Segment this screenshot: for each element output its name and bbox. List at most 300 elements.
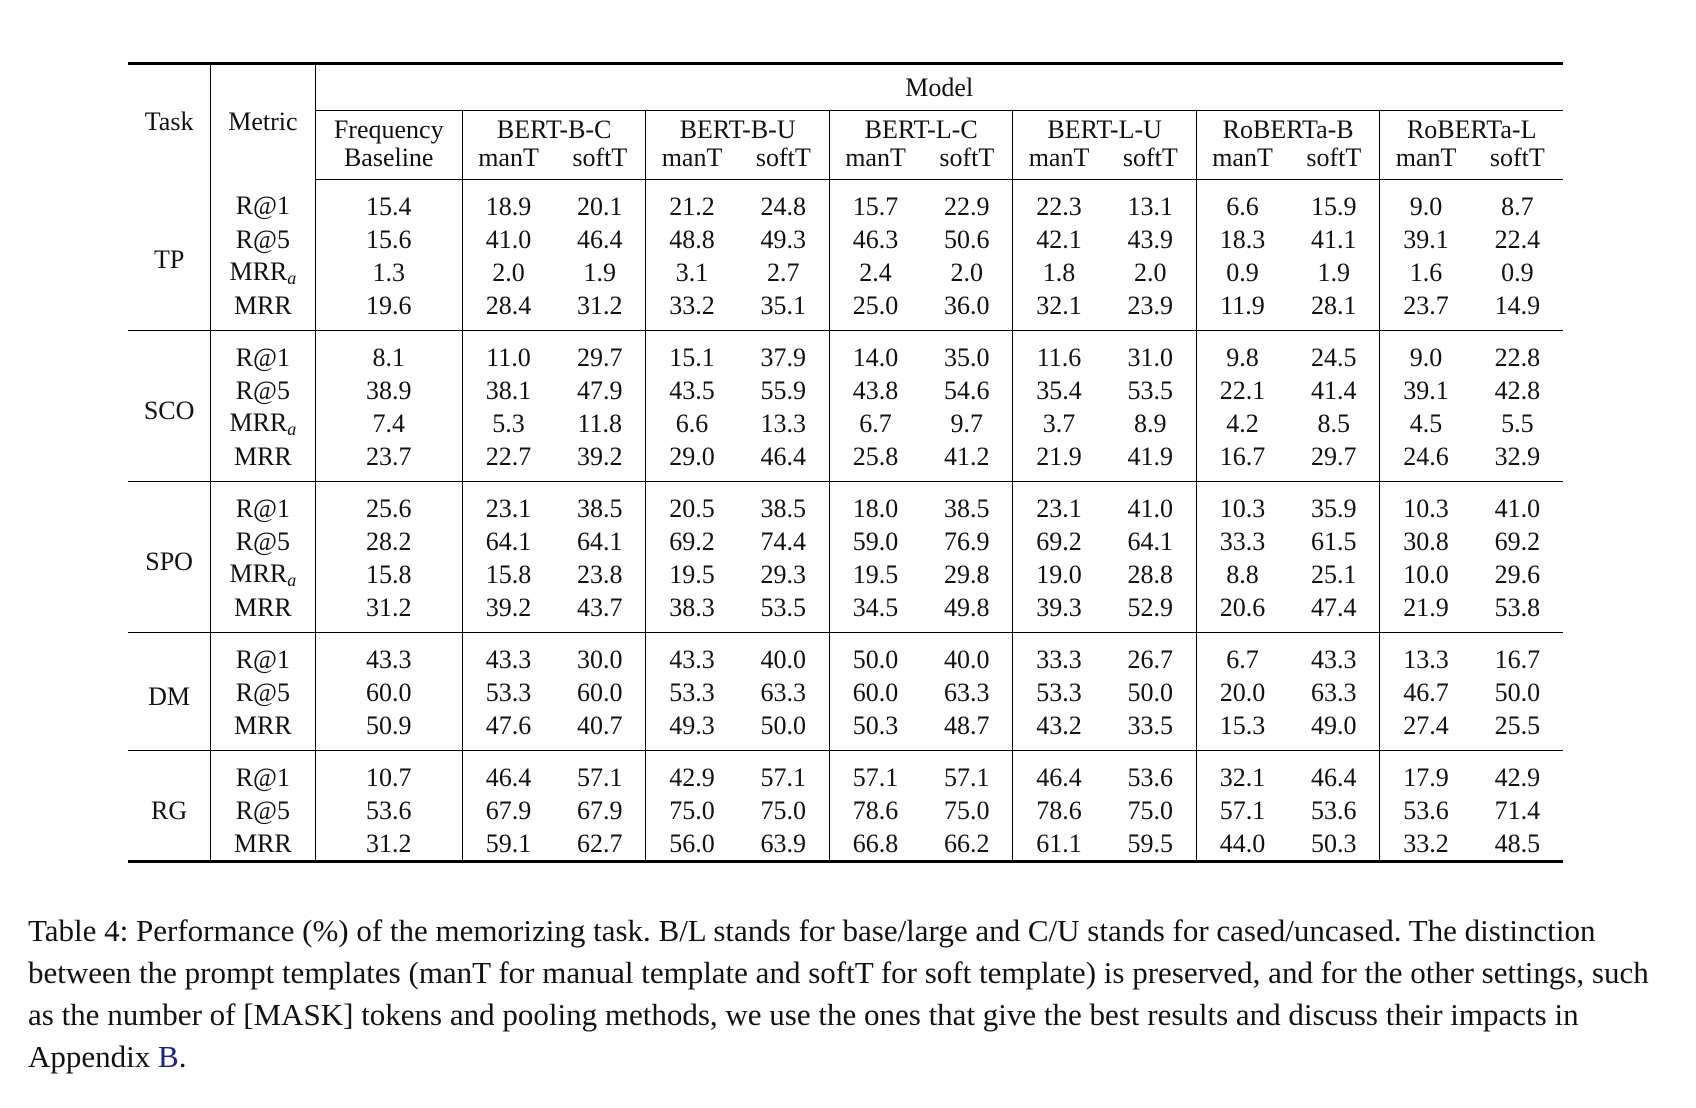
table-cell: 31.2: [315, 591, 462, 633]
table-cell: 2.7: [738, 256, 830, 289]
metric-name: R@1: [235, 191, 290, 221]
table-row: [128, 289, 1563, 331]
table-cell: 8.5: [1288, 407, 1380, 440]
table-cell: 49.0: [1288, 709, 1380, 751]
table-cell: 42.9: [1494, 762, 1541, 792]
metric-name: R@5: [235, 526, 290, 556]
header-model-name: BERT-B-U: [646, 111, 830, 144]
metric-name: MRR: [229, 407, 288, 437]
table-cell: 28.8: [1105, 558, 1197, 591]
table-row: [128, 676, 1563, 709]
table-cell: 8.1: [315, 331, 462, 375]
table-cell: 42.9: [669, 762, 715, 792]
table-cell: 29.6: [1494, 559, 1541, 589]
table-cell: 48.8: [669, 224, 715, 254]
table-cell: 25.5: [1472, 709, 1563, 751]
table-cell: 28.2: [315, 525, 462, 558]
table-cell: 29.3: [738, 558, 830, 591]
metric-name: R@5: [235, 677, 290, 707]
table-cell: 71.4: [1494, 795, 1541, 825]
header-softt: softT: [1105, 143, 1197, 180]
metric-label: [211, 709, 315, 751]
table-cell: 24.8: [738, 180, 830, 224]
table-cell: 23.9: [1105, 289, 1197, 331]
table-cell: 35.0: [921, 331, 1013, 375]
table-row: [128, 525, 1563, 558]
results-table-container: [128, 62, 1563, 863]
table-cell: 15.3: [1196, 709, 1288, 751]
table-cell: 25.6: [315, 482, 462, 526]
table-row: [128, 633, 1563, 677]
table-cell: 53.6: [1288, 794, 1380, 827]
table-cell: 53.3: [669, 677, 715, 707]
table-cell: 53.8: [1472, 591, 1563, 633]
table-cell: 3.7: [1042, 408, 1076, 438]
table-cell: 19.5: [669, 559, 715, 589]
table-cell: 15.6: [315, 223, 462, 256]
table-cell: 38.1: [485, 375, 532, 405]
table-cell: 50.9: [315, 709, 462, 751]
table-cell: 6.6: [675, 408, 709, 438]
table-cell: 33.3: [1219, 526, 1266, 556]
table-cell: 1.3: [315, 256, 462, 289]
metric-label: [211, 256, 315, 289]
table-cell: 22.8: [1494, 342, 1541, 372]
table-cell: 57.1: [921, 751, 1013, 795]
table-cell: 43.3: [485, 644, 532, 674]
table-cell: 46.4: [738, 440, 830, 482]
table-cell: 2.0: [492, 257, 525, 287]
table-cell: 59.0: [852, 526, 899, 556]
table-row: [128, 180, 1563, 224]
metric-name: MRR: [233, 441, 292, 471]
table-cell: 41.9: [1105, 440, 1197, 482]
table-cell: 16.7: [1196, 440, 1288, 482]
table-cell: 67.9: [554, 794, 646, 827]
table-cell: 10.0: [1403, 559, 1449, 589]
header-row-models: [128, 111, 1563, 144]
table-cell: 56.0: [646, 827, 738, 862]
table-cell: 38.5: [738, 482, 830, 526]
table-cell: 15.8: [315, 558, 462, 591]
table-cell: 39.1: [1403, 224, 1449, 254]
header-mant: manT: [829, 143, 921, 180]
table-cell: 16.7: [1494, 644, 1541, 674]
table-row: [128, 827, 1563, 862]
header-mant: manT: [462, 143, 554, 180]
table-caption: [28, 910, 1668, 1078]
table-cell: 20.5: [669, 493, 715, 523]
table-cell: 25.8: [829, 440, 921, 482]
table-cell: 57.1: [852, 762, 899, 792]
table-cell: 57.1: [554, 751, 646, 795]
table-cell: 5.5: [1501, 408, 1534, 438]
table-cell: 11.6: [1036, 342, 1082, 372]
metric-name: MRR: [233, 592, 292, 622]
table-cell: 50.0: [852, 644, 899, 674]
table-cell: 17.9: [1403, 762, 1449, 792]
metric-label: [211, 180, 315, 224]
table-cell: 35.9: [1288, 482, 1380, 526]
table-cell: 53.6: [1105, 751, 1197, 795]
table-cell: 76.9: [921, 525, 1013, 558]
table-cell: 9.8: [1226, 342, 1259, 372]
table-cell: 39.3: [1013, 591, 1105, 633]
table-cell: 5.3: [492, 408, 525, 438]
metric-name: MRR: [229, 558, 288, 588]
metric-label: [211, 331, 315, 375]
table-cell: 49.3: [646, 709, 738, 751]
table-cell: 19.0: [1036, 559, 1082, 589]
task-label: SCO: [128, 331, 211, 482]
caption-end: .: [178, 1039, 187, 1074]
table-cell: 4.2: [1226, 408, 1259, 438]
table-cell: 59.1: [462, 827, 554, 862]
table-cell: 48.7: [921, 709, 1013, 751]
table-cell: 29.7: [554, 331, 646, 375]
table-cell: 43.3: [315, 633, 462, 677]
table-cell: 46.4: [1288, 751, 1380, 795]
metric-name: MRR: [233, 828, 292, 858]
metric-name: R@5: [235, 224, 290, 254]
table-cell: 60.0: [315, 676, 462, 709]
table-cell: 22.3: [1036, 191, 1082, 221]
table-cell: 32.1: [1013, 289, 1105, 331]
header-softt: softT: [738, 143, 830, 180]
table-cell: 43.2: [1013, 709, 1105, 751]
table-cell: 8.9: [1105, 407, 1197, 440]
table-cell: 64.1: [485, 526, 532, 556]
table-cell: 43.8: [852, 375, 899, 405]
table-cell: 21.2: [669, 191, 715, 221]
appendix-link[interactable]: B: [158, 1039, 179, 1074]
table-cell: 20.6: [1196, 591, 1288, 633]
header-model-name: BERT-B-C: [462, 111, 646, 144]
header-softt: softT: [921, 143, 1013, 180]
table-cell: 2.0: [1105, 256, 1197, 289]
caption-text: Table 4: Performance (%) of the memorizing task. B/L stands for base/large and C/U stands for cased/uncased. The distinction between the prompt templates (manT for manual template and softT for soft template) is preserved, and for the other settings, such as the number of [MASK] tokens and pooling methods, we use the ones that give the best results and discuss their impacts in Appendix: [28, 913, 1649, 1074]
table-cell: 59.5: [1105, 827, 1197, 862]
metric-name: R@1: [235, 644, 290, 674]
metric-name: MRR: [229, 256, 288, 286]
table-cell: 23.8: [554, 558, 646, 591]
table-cell: 2.4: [859, 257, 892, 287]
header-model-name: RoBERTa-L: [1406, 115, 1537, 144]
table-cell: 33.5: [1105, 709, 1197, 751]
table-cell: 38.5: [921, 482, 1013, 526]
metric-label: [211, 751, 315, 795]
table-cell: 27.4: [1380, 709, 1472, 751]
table-cell: 43.5: [669, 375, 715, 405]
table-cell: 14.9: [1472, 289, 1563, 331]
table-cell: 22.1: [1219, 375, 1266, 405]
task-label: DM: [128, 633, 211, 751]
table-cell: 50.0: [1494, 677, 1541, 707]
table-cell: 6.6: [1226, 191, 1259, 221]
metric-label: [211, 374, 315, 407]
header-mant: manT: [646, 143, 738, 180]
metric-subscript: a: [287, 418, 297, 439]
table-cell: 6.7: [1226, 644, 1259, 674]
table-cell: 35.4: [1036, 375, 1082, 405]
table-row: [128, 407, 1563, 440]
table-cell: 9.0: [1409, 191, 1443, 221]
table-cell: 75.0: [1105, 794, 1197, 827]
table-cell: 54.6: [921, 374, 1013, 407]
table-cell: 57.1: [738, 751, 830, 795]
table-cell: 60.0: [852, 677, 899, 707]
table-cell: 1.9: [1288, 256, 1380, 289]
table-cell: 41.0: [485, 224, 532, 254]
table-cell: 28.4: [462, 289, 554, 331]
table-cell: 31.2: [554, 289, 646, 331]
table-cell: 19.6: [315, 289, 462, 331]
table-cell: 29.0: [646, 440, 738, 482]
table-cell: 75.0: [738, 794, 830, 827]
table-cell: 1.8: [1042, 257, 1076, 287]
table-cell: 50.3: [829, 709, 921, 751]
table-cell: 25.0: [829, 289, 921, 331]
header-mant: manT: [1380, 143, 1472, 180]
header-softt: softT: [554, 143, 646, 180]
table-cell: 25.1: [1288, 558, 1380, 591]
table-cell: 6.7: [859, 408, 892, 438]
table-cell: 21.9: [1380, 591, 1472, 633]
metric-subscript: a: [287, 569, 297, 590]
table-cell: 44.0: [1196, 827, 1288, 862]
table-cell: 46.4: [1036, 762, 1082, 792]
table-cell: 36.0: [921, 289, 1013, 331]
metric-label: [211, 591, 315, 633]
header-mant: manT: [1196, 143, 1288, 180]
table-row: [128, 558, 1563, 591]
table-cell: 15.7: [852, 191, 899, 221]
table-cell: 75.0: [669, 795, 715, 825]
table-row: [128, 709, 1563, 751]
table-cell: 15.4: [315, 180, 462, 224]
table-cell: 63.3: [738, 676, 830, 709]
table-cell: 46.3: [852, 224, 899, 254]
table-cell: 69.2: [1036, 526, 1082, 556]
table-cell: 37.9: [738, 331, 830, 375]
table-cell: 47.6: [462, 709, 554, 751]
table-cell: 32.9: [1472, 440, 1563, 482]
table-cell: 1.9: [554, 256, 646, 289]
table-cell: 39.1: [1403, 375, 1449, 405]
header-metric: Metric: [211, 64, 315, 180]
table-cell: 19.5: [852, 559, 899, 589]
table-cell: 53.3: [485, 677, 532, 707]
header-model-name: BERT-L-C: [829, 111, 1013, 144]
table-cell: 38.9: [315, 374, 462, 407]
table-row: [128, 374, 1563, 407]
metric-name: R@5: [235, 375, 290, 405]
table-cell: 7.4: [315, 407, 462, 440]
table-cell: 69.2: [669, 526, 715, 556]
table-cell: 10.7: [315, 751, 462, 795]
table-cell: 11.9: [1196, 289, 1288, 331]
table-cell: 41.0: [1494, 493, 1541, 523]
table-cell: 38.3: [646, 591, 738, 633]
table-cell: 8.7: [1501, 191, 1534, 221]
table-cell: 47.9: [554, 374, 646, 407]
table-cell: 53.6: [1403, 795, 1449, 825]
table-cell: 61.1: [1013, 827, 1105, 862]
table-cell: 49.8: [921, 591, 1013, 633]
table-cell: 43.7: [554, 591, 646, 633]
header-row-model: [128, 64, 1563, 111]
table-cell: 43.9: [1105, 223, 1197, 256]
table-cell: 66.8: [829, 827, 921, 862]
table-cell: 15.8: [485, 559, 532, 589]
metric-label: [211, 407, 315, 440]
table-cell: 28.1: [1288, 289, 1380, 331]
table-cell: 41.4: [1288, 374, 1380, 407]
table-cell: 53.3: [1036, 677, 1082, 707]
table-cell: 23.1: [485, 493, 532, 523]
table-cell: 23.7: [1380, 289, 1472, 331]
table-cell: 78.6: [852, 795, 899, 825]
table-cell: 10.3: [1219, 493, 1266, 523]
metric-label: [211, 827, 315, 862]
table-cell: 53.5: [1105, 374, 1197, 407]
table-cell: 38.5: [554, 482, 646, 526]
table-cell: 41.0: [1105, 482, 1197, 526]
metric-label: [211, 525, 315, 558]
table-cell: 20.1: [554, 180, 646, 224]
header-softt: softT: [1472, 143, 1563, 180]
metric-name: R@1: [235, 762, 290, 792]
table-cell: 29.8: [921, 558, 1013, 591]
table-cell: 42.1: [1036, 224, 1082, 254]
table-cell: 0.9: [1226, 257, 1259, 287]
metric-label: [211, 676, 315, 709]
task-label: SPO: [128, 482, 211, 633]
table-cell: 30.0: [554, 633, 646, 677]
table-cell: 35.1: [738, 289, 830, 331]
table-cell: 1.6: [1409, 257, 1443, 287]
table-cell: 18.9: [485, 191, 532, 221]
metric-name: MRR: [233, 710, 292, 740]
header-mant: manT: [1013, 143, 1105, 180]
table-cell: 18.0: [852, 493, 899, 523]
table-cell: 42.8: [1494, 375, 1541, 405]
table-cell: 66.2: [921, 827, 1013, 862]
table-cell: 60.0: [554, 676, 646, 709]
table-cell: 55.9: [738, 374, 830, 407]
table-body: [128, 180, 1563, 862]
metric-name: R@1: [235, 342, 290, 372]
metric-name: R@1: [235, 493, 290, 523]
table-cell: 32.1: [1219, 762, 1266, 792]
table-cell: 22.7: [462, 440, 554, 482]
table-cell: 40.0: [738, 633, 830, 677]
header-task: Task: [128, 64, 211, 180]
table-row: [128, 223, 1563, 256]
table-cell: 33.3: [1036, 644, 1082, 674]
results-table: [128, 62, 1563, 863]
table-cell: 23.1: [1036, 493, 1082, 523]
table-cell: 11.0: [486, 342, 531, 372]
metric-label: [211, 289, 315, 331]
table-cell: 0.9: [1501, 257, 1534, 287]
table-cell: 43.3: [1288, 633, 1380, 677]
header-model-name: RoBERTa-B: [1196, 111, 1380, 144]
table-cell: 31.2: [315, 827, 462, 862]
table-cell: 14.0: [852, 342, 899, 372]
metric-label: [211, 558, 315, 591]
table-cell: 13.3: [1403, 644, 1449, 674]
table-cell: 40.0: [921, 633, 1013, 677]
table-cell: 21.9: [1013, 440, 1105, 482]
table-cell: 46.4: [485, 762, 532, 792]
table-row: [128, 794, 1563, 827]
metric-label: [211, 223, 315, 256]
table-cell: 24.5: [1288, 331, 1380, 375]
table-cell: 50.6: [921, 223, 1013, 256]
table-cell: 69.2: [1494, 526, 1541, 556]
table-row: [128, 331, 1563, 375]
table-cell: 50.3: [1288, 827, 1380, 862]
table-cell: 48.5: [1472, 827, 1563, 862]
metric-label: [211, 482, 315, 526]
table-cell: 43.3: [669, 644, 715, 674]
table-cell: 40.7: [554, 709, 646, 751]
table-cell: 33.2: [1380, 827, 1472, 862]
table-cell: 15.1: [669, 342, 715, 372]
table-cell: 64.1: [1105, 525, 1197, 558]
table-cell: 74.4: [738, 525, 830, 558]
table-cell: 75.0: [921, 794, 1013, 827]
table-cell: 63.9: [738, 827, 830, 862]
table-cell: 20.0: [1219, 677, 1266, 707]
table-cell: 52.9: [1105, 591, 1197, 633]
table-cell: 62.7: [554, 827, 646, 862]
table-cell: 53.6: [315, 794, 462, 827]
header-model: Model: [315, 64, 1563, 111]
table-cell: 13.1: [1105, 180, 1197, 224]
table-cell: 53.5: [738, 591, 830, 633]
table-cell: 23.7: [315, 440, 462, 482]
header-softt: softT: [1288, 143, 1380, 180]
table-cell: 41.2: [921, 440, 1013, 482]
table-cell: 8.8: [1226, 559, 1259, 589]
metric-subscript: a: [287, 267, 297, 288]
table-row: [128, 440, 1563, 482]
table-cell: 2.0: [921, 256, 1013, 289]
table-cell: 78.6: [1036, 795, 1082, 825]
table-cell: 13.3: [738, 407, 830, 440]
table-row: [128, 591, 1563, 633]
table-cell: 50.0: [1105, 676, 1197, 709]
header-frequency-line2: Baseline: [315, 143, 462, 180]
table-cell: 31.0: [1105, 331, 1197, 375]
table-row: [128, 482, 1563, 526]
table-cell: 11.8: [554, 407, 646, 440]
header-row-templates: [128, 143, 1563, 180]
table-cell: 26.7: [1105, 633, 1197, 677]
task-label: RG: [128, 751, 211, 862]
table-cell: 33.2: [646, 289, 738, 331]
table-cell: 49.3: [738, 223, 830, 256]
table-cell: 63.3: [1288, 676, 1380, 709]
table-cell: 46.7: [1403, 677, 1449, 707]
table-cell: 30.8: [1403, 526, 1449, 556]
table-cell: 22.4: [1494, 224, 1541, 254]
header-model-name: BERT-L-U: [1013, 111, 1197, 144]
table-cell: 39.2: [462, 591, 554, 633]
table-cell: 63.3: [921, 676, 1013, 709]
